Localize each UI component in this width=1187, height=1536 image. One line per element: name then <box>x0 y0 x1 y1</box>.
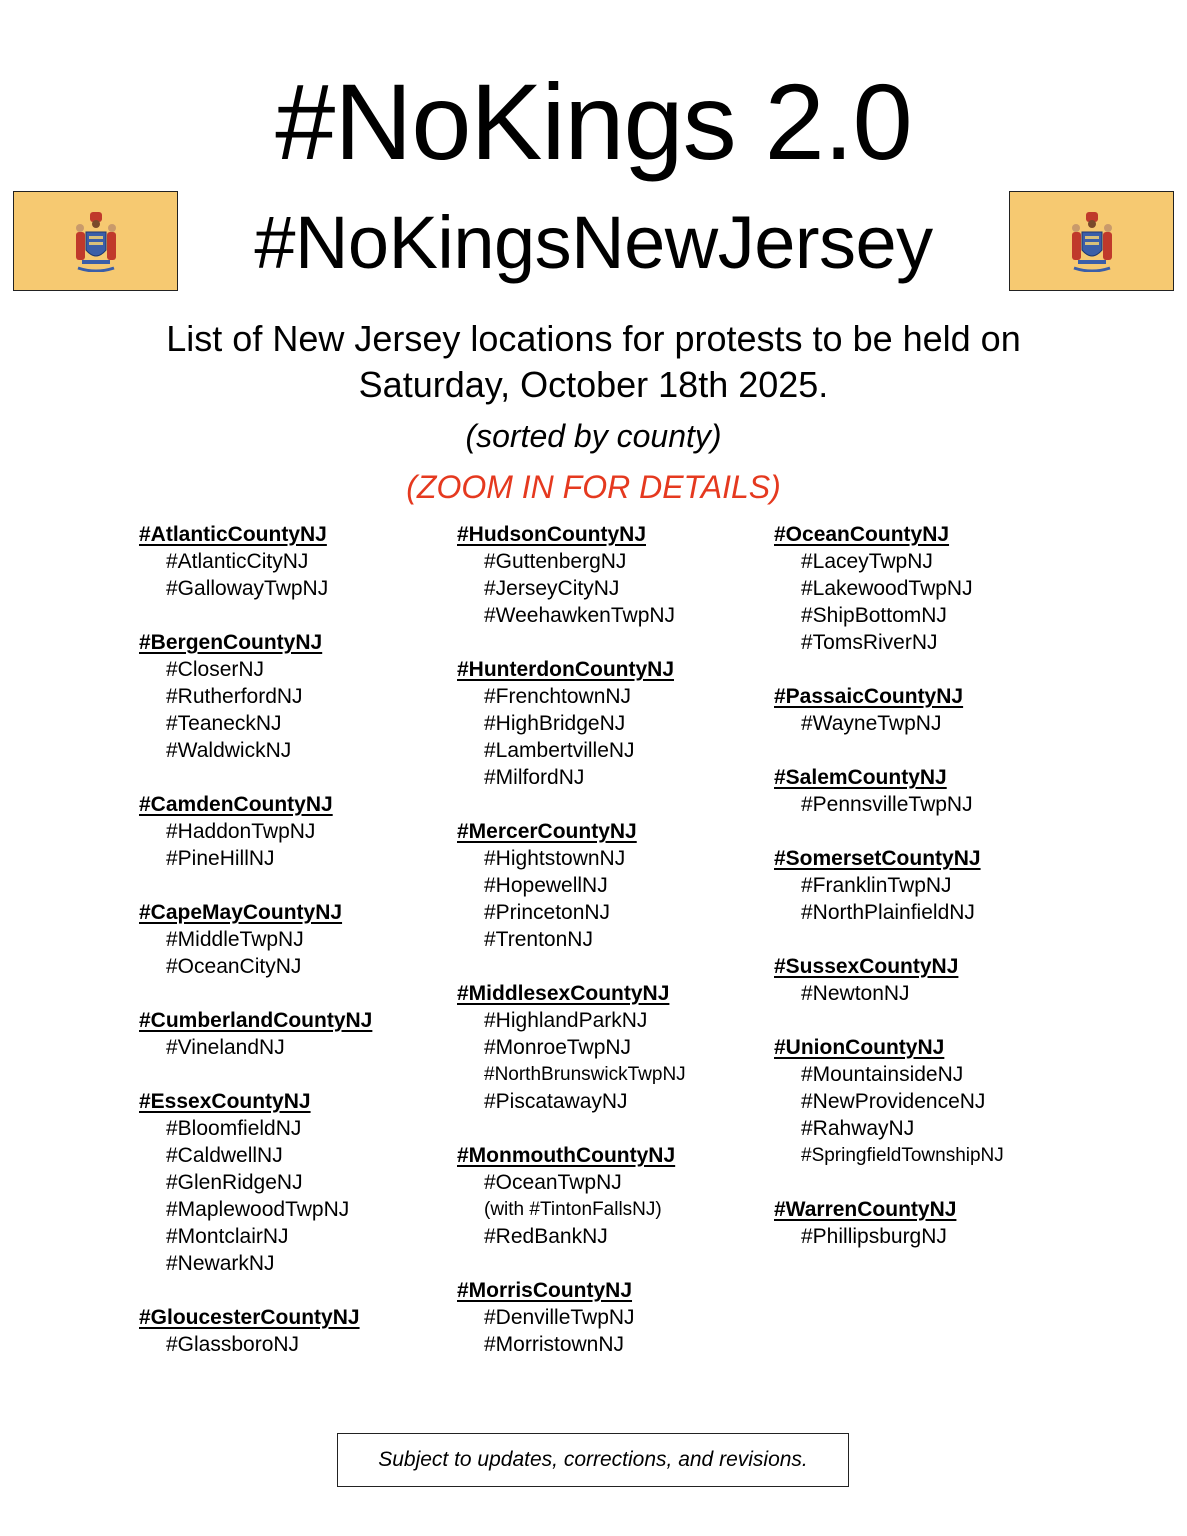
town-item: #MorristownNJ <box>484 1333 625 1356</box>
disclaimer-text: Subject to updates, corrections, and revisions. <box>378 1448 808 1471</box>
page-subtitle: #NoKingsNewJersey <box>254 201 933 284</box>
town-item: #HightstownNJ <box>484 847 626 870</box>
county-block <box>139 1088 372 1277</box>
town-item: #MiddleTwpNJ <box>166 928 304 951</box>
town-item: #CloserNJ <box>166 658 265 681</box>
county-block <box>457 656 686 791</box>
town-item: #SpringfieldTownshipNJ <box>801 1145 1004 1166</box>
town-item: #TrentonNJ <box>484 928 593 951</box>
county-heading: #CamdenCountyNJ <box>139 793 333 816</box>
county-block <box>774 845 1004 926</box>
county-heading: #HudsonCountyNJ <box>457 523 646 546</box>
town-item: #WayneTwpNJ <box>801 712 942 735</box>
town-item: #JerseyCityNJ <box>484 577 620 600</box>
county-heading: #CumberlandCountyNJ <box>139 1009 373 1032</box>
town-item: #NewarkNJ <box>166 1252 275 1275</box>
county-block <box>457 818 686 953</box>
town-item: (with #TintonFallsNJ) <box>484 1199 662 1220</box>
town-item: #RutherfordNJ <box>166 685 303 708</box>
town-item: #GuttenbergNJ <box>484 550 627 573</box>
town-item: #OceanCityNJ <box>166 955 302 978</box>
county-heading: #WarrenCountyNJ <box>774 1198 957 1221</box>
county-block <box>139 521 372 602</box>
town-item: #PiscatawayNJ <box>484 1090 628 1113</box>
county-heading: #SomersetCountyNJ <box>774 847 981 870</box>
county-heading: #GloucesterCountyNJ <box>139 1306 360 1329</box>
town-item: #PhillipsburgNJ <box>801 1225 947 1248</box>
county-heading: #AtlanticCountyNJ <box>139 523 327 546</box>
county-heading: #UnionCountyNJ <box>774 1036 945 1059</box>
town-item: #GlenRidgeNJ <box>166 1171 303 1194</box>
town-item: #NewProvidenceNJ <box>801 1090 986 1113</box>
county-block <box>457 1142 686 1250</box>
county-block <box>457 980 686 1115</box>
town-item: #RedBankNJ <box>484 1225 608 1248</box>
county-block <box>774 1196 1004 1250</box>
page-title: #NoKings 2.0 <box>275 61 912 182</box>
town-item: #MonroeTwpNJ <box>484 1036 632 1059</box>
town-item: #HighBridgeNJ <box>484 712 626 735</box>
town-item: #ShipBottomNJ <box>801 604 947 627</box>
town-item: #GallowayTwpNJ <box>166 577 329 600</box>
town-item: #TomsRiverNJ <box>801 631 938 654</box>
county-heading: #BergenCountyNJ <box>139 631 323 654</box>
new-jersey-seal-icon <box>68 210 124 272</box>
town-item: #TeaneckNJ <box>166 712 282 735</box>
town-item: #MaplewoodTwpNJ <box>166 1198 350 1221</box>
description-line-2: Saturday, October 18th 2025. <box>358 364 829 405</box>
town-item: #DenvilleTwpNJ <box>484 1306 635 1329</box>
county-heading: #HunterdonCountyNJ <box>457 658 674 681</box>
town-item: #PrincetonNJ <box>484 901 611 924</box>
town-item: #LambertvilleNJ <box>484 739 635 762</box>
county-column-1 <box>139 521 372 1385</box>
disclaimer-box <box>337 1433 849 1487</box>
zoom-note: (ZOOM IN FOR DETAILS) <box>406 469 781 505</box>
nj-flag-left <box>13 191 178 291</box>
county-block <box>139 1304 372 1358</box>
nj-flag-right <box>1009 191 1174 291</box>
town-item: #FrenchtownNJ <box>484 685 632 708</box>
town-item: #WeehawkenTwpNJ <box>484 604 676 627</box>
town-item: #HighlandParkNJ <box>484 1009 648 1032</box>
town-item: #HopewellNJ <box>484 874 608 897</box>
new-jersey-seal-icon <box>1064 210 1120 272</box>
town-item: #PineHillNJ <box>166 847 275 870</box>
county-column-3 <box>774 521 1004 1277</box>
county-block <box>139 791 372 872</box>
county-heading: #SussexCountyNJ <box>774 955 959 978</box>
county-heading: #MonmouthCountyNJ <box>457 1144 676 1167</box>
county-block <box>774 1034 1004 1169</box>
county-heading: #PassaicCountyNJ <box>774 685 964 708</box>
town-item: #OceanTwpNJ <box>484 1171 622 1194</box>
county-heading: #MiddlesexCountyNJ <box>457 982 670 1005</box>
county-block <box>774 764 1004 818</box>
county-heading: #MorrisCountyNJ <box>457 1279 633 1302</box>
town-item: #RahwayNJ <box>801 1117 915 1140</box>
town-item: #WaldwickNJ <box>166 739 292 762</box>
town-item: #CaldwellNJ <box>166 1144 283 1167</box>
county-heading: #MercerCountyNJ <box>457 820 637 843</box>
county-block <box>774 953 1004 1007</box>
town-item: #MontclairNJ <box>166 1225 289 1248</box>
town-item: #PennsvilleTwpNJ <box>801 793 973 816</box>
town-item: #LakewoodTwpNJ <box>801 577 973 600</box>
town-item: #NorthPlainfieldNJ <box>801 901 975 924</box>
county-block <box>457 1277 686 1358</box>
county-heading: #CapeMayCountyNJ <box>139 901 343 924</box>
county-block <box>774 521 1004 656</box>
town-item: #BloomfieldNJ <box>166 1117 302 1140</box>
county-block <box>774 683 1004 737</box>
county-heading: #OceanCountyNJ <box>774 523 950 546</box>
town-item: #HaddonTwpNJ <box>166 820 316 843</box>
town-item: #MilfordNJ <box>484 766 585 789</box>
town-item: #FranklinTwpNJ <box>801 874 952 897</box>
town-item: #NorthBrunswickTwpNJ <box>484 1064 686 1085</box>
town-item: #GlassboroNJ <box>166 1333 300 1356</box>
town-item: #MountainsideNJ <box>801 1063 964 1086</box>
county-heading: #SalemCountyNJ <box>774 766 947 789</box>
sorted-note: (sorted by county) <box>465 418 722 454</box>
county-block <box>139 899 372 980</box>
county-heading: #EssexCountyNJ <box>139 1090 311 1113</box>
description <box>0 316 1187 408</box>
county-block <box>139 629 372 764</box>
description-line-1: List of New Jersey locations for protests to be held on <box>166 318 1021 359</box>
town-item: #NewtonNJ <box>801 982 910 1005</box>
county-block <box>139 1007 372 1061</box>
county-block <box>457 521 686 629</box>
town-item: #LaceyTwpNJ <box>801 550 933 573</box>
county-column-2 <box>457 521 686 1385</box>
town-item: #VinelandNJ <box>166 1036 285 1059</box>
town-item: #AtlanticCityNJ <box>166 550 309 573</box>
